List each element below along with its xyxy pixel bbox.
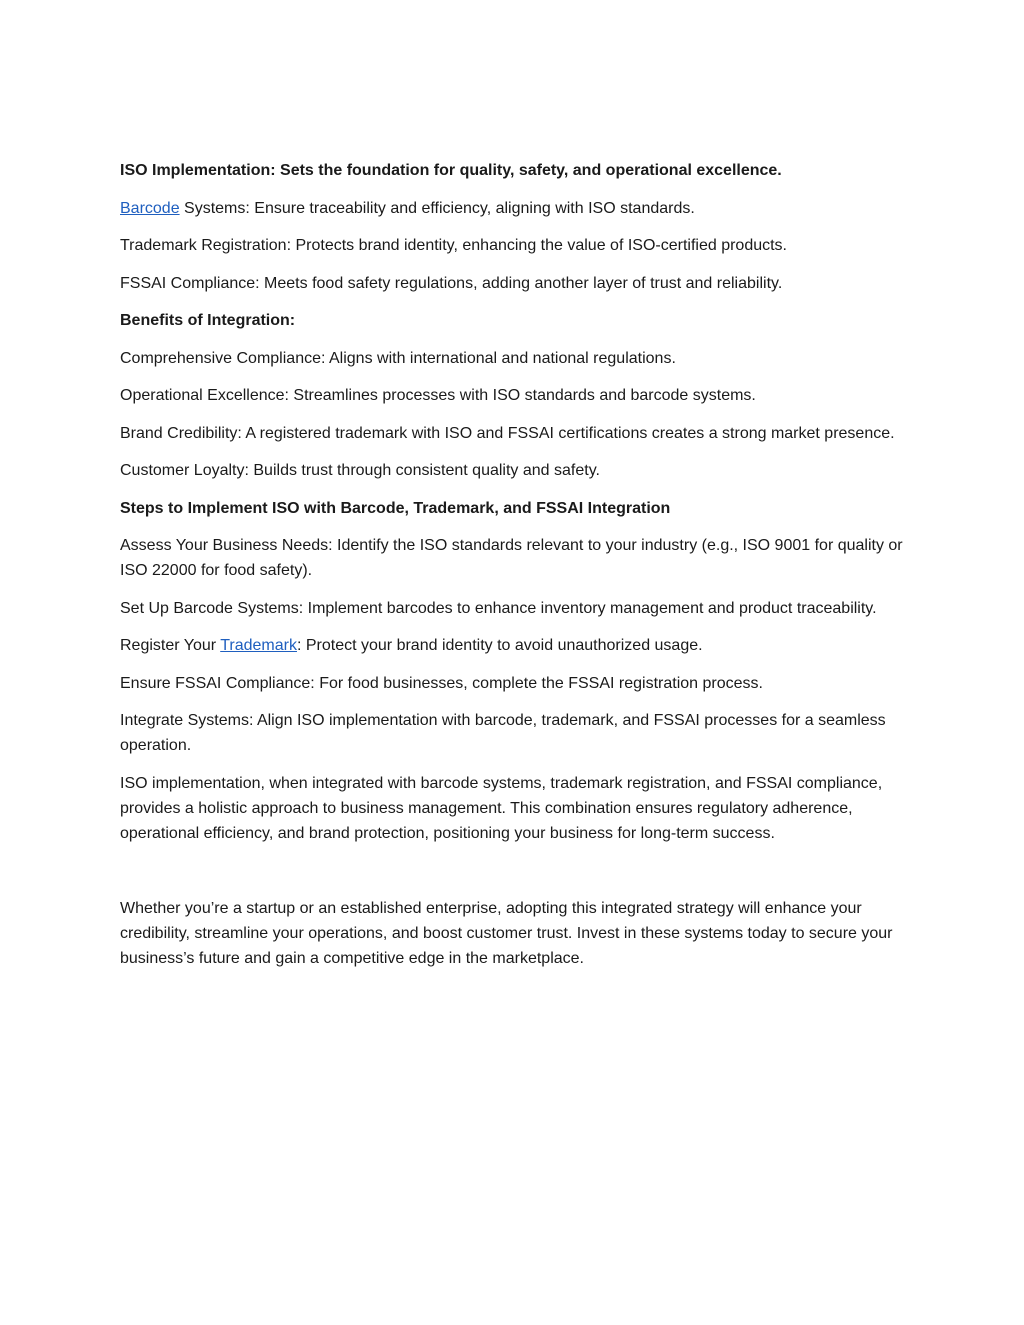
barcode-systems-text: Systems: Ensure traceability and efficiency, aligning with ISO standards. <box>179 199 695 217</box>
conclusion-paragraph: ISO implementation, when integrated with barcode systems, trademark registration, and FSSAI compliance, provides a holistic approach to business management. This combination ensures regulatory adherence, operational efficiency, and brand protection, positioning your business for long-term success. <box>120 774 883 842</box>
benefit-item: Comprehensive Compliance: Aligns with international and national regulations. <box>120 349 676 367</box>
barcode-systems-paragraph <box>120 196 910 221</box>
barcode-link[interactable]: Barcode <box>120 199 180 217</box>
iso-implementation-heading: ISO Implementation: Sets the foundation for quality, safety, and operational excellence. <box>120 162 782 179</box>
step-barcode: Set Up Barcode Systems: Implement barcodes to enhance inventory management and product traceability. <box>120 599 877 617</box>
fssai-compliance-paragraph: FSSAI Compliance: Meets food safety regulations, adding another layer of trust and reliability. <box>120 274 783 292</box>
steps-heading: Steps to Implement ISO with Barcode, Trademark, and FSSAI Integration <box>120 499 671 517</box>
trademark-registration-paragraph: Trademark Registration: Protects brand identity, enhancing the value of ISO-certified products. <box>120 237 787 254</box>
trademark-link[interactable]: Trademark <box>220 637 297 654</box>
step-register-suffix: : Protect your brand identity to avoid unauthorized usage. <box>296 637 703 654</box>
document-body <box>120 158 910 983</box>
benefit-item: Operational Excellence: Streamlines processes with ISO standards and barcode systems. <box>120 387 756 404</box>
closing-paragraph: Whether you’re a startup or an established enterprise, adopting this integrated strategy will enhance your credibility, streamline your operations, and boost customer trust. Invest in these systems today to secure your business’s future and gain a competitive edge in the marketplace. <box>120 899 893 967</box>
benefits-heading: Benefits of Integration: <box>120 312 296 329</box>
step-register-prefix: Register Your <box>120 637 221 654</box>
benefit-item: Brand Credibility: A registered trademark with ISO and FSSAI certifications creates a strong market presence. <box>120 424 895 442</box>
step-fssai: Ensure FSSAI Compliance: For food businesses, complete the FSSAI registration process. <box>120 674 763 692</box>
step-register-trademark <box>120 633 910 658</box>
step-integrate: Integrate Systems: Align ISO implementation with barcode, trademark, and FSSAI processes for a seamless operation. <box>120 712 886 754</box>
benefit-item: Customer Loyalty: Builds trust through consistent quality and safety. <box>120 462 600 479</box>
step-assess: Assess Your Business Needs: Identify the ISO standards relevant to your industry (e.g., ISO 9001 for quality or ISO 22000 for food safety). <box>120 537 903 579</box>
